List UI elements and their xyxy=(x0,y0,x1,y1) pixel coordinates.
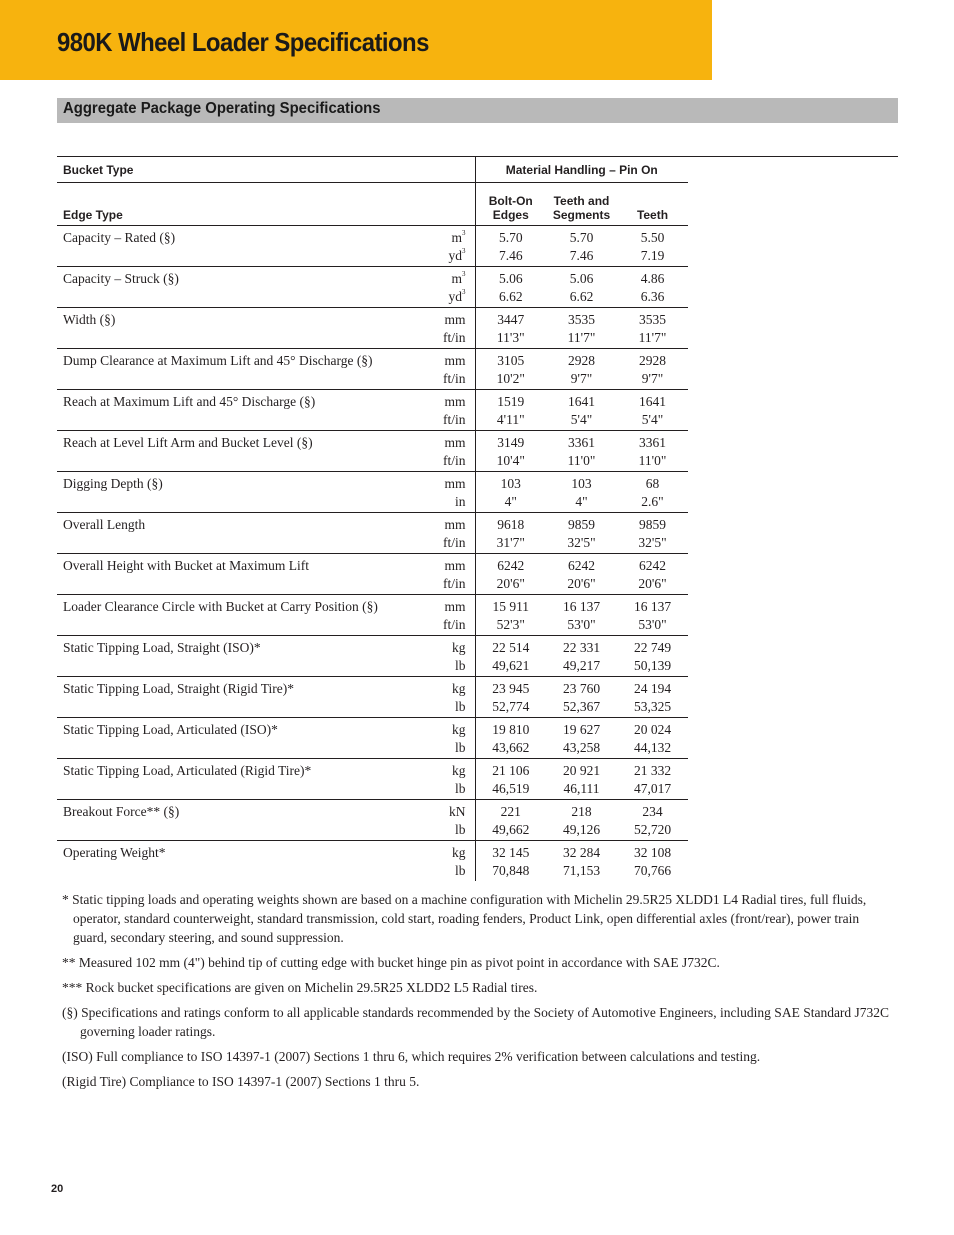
spec-name: Capacity – Struck (§) xyxy=(63,271,179,286)
spec-name: Capacity – Rated (§) xyxy=(63,230,176,245)
spec-unit xyxy=(419,328,475,349)
spec-table xyxy=(57,157,688,881)
spec-name-spacer xyxy=(57,697,419,718)
spec-value: 3535 xyxy=(639,312,666,327)
spec-value: 19 627 xyxy=(562,722,601,737)
spec-unit-text: lb xyxy=(454,658,466,673)
spec-value: 3535 xyxy=(568,312,595,327)
spec-value: 68 xyxy=(645,476,660,491)
spec-unit-text: mm xyxy=(444,394,466,409)
table-row xyxy=(57,615,688,636)
spec-value: 11'7" xyxy=(546,328,617,349)
spec-value: 4" xyxy=(546,492,617,513)
spec-unit xyxy=(419,820,475,841)
spec-value: 6242 xyxy=(497,558,525,573)
page-number: 20 xyxy=(51,1183,64,1195)
section-header xyxy=(57,98,898,123)
unit-superscript: 3 xyxy=(462,288,466,296)
spec-value: 46,111 xyxy=(546,779,617,800)
spec-value: 9618 xyxy=(497,517,525,532)
column-header-text: Teeth and Segments xyxy=(552,194,611,222)
spec-value: 22 331 xyxy=(562,640,601,655)
table-row xyxy=(57,410,688,431)
spec-unit xyxy=(419,533,475,554)
spec-unit-text: kg xyxy=(452,722,466,737)
spec-unit xyxy=(419,349,475,370)
spec-value: 1641 xyxy=(639,394,666,409)
unit-superscript: 3 xyxy=(462,270,466,278)
spec-value: 7.19 xyxy=(617,246,688,267)
column-header xyxy=(617,183,688,226)
spec-value: 9859 xyxy=(639,517,666,532)
spec-name-spacer xyxy=(57,246,419,267)
header-spacer xyxy=(419,157,475,183)
spec-name-spacer xyxy=(57,369,419,390)
spec-name-spacer xyxy=(57,451,419,472)
edge-type-label: Edge Type xyxy=(57,183,419,226)
table-row xyxy=(57,308,688,329)
table-row xyxy=(57,820,688,841)
spec-unit-text: kN xyxy=(449,804,466,819)
spec-unit-text: mm xyxy=(444,312,466,327)
spec-name: Overall Length xyxy=(63,517,146,532)
spec-value: 52'3" xyxy=(475,615,546,636)
spec-unit xyxy=(419,431,475,452)
table-row xyxy=(57,513,688,534)
column-header xyxy=(546,183,617,226)
spec-name-spacer xyxy=(57,492,419,513)
spec-unit xyxy=(419,656,475,677)
spec-value: 10'4" xyxy=(475,451,546,472)
table-row xyxy=(57,759,688,780)
spec-value: 11'0" xyxy=(546,451,617,472)
spec-value: 1641 xyxy=(568,394,595,409)
spec-value: 22 514 xyxy=(492,640,530,655)
spec-value: 47,017 xyxy=(617,779,688,800)
spec-name: Reach at Level Lift Arm and Bucket Level (§) xyxy=(63,435,313,450)
table-row xyxy=(57,533,688,554)
spec-value: 16 137 xyxy=(633,599,672,614)
table-row xyxy=(57,226,688,247)
table-row xyxy=(57,697,688,718)
spec-value: 20 921 xyxy=(562,763,601,778)
footnote: *** Rock bucket specifications are given on Michelin 29.5R25 XLDD2 L5 Radial tires. xyxy=(62,980,538,995)
spec-value: 7.46 xyxy=(546,246,617,267)
spec-value: 103 xyxy=(571,476,592,491)
spec-name-spacer xyxy=(57,656,419,677)
spec-value: 9'7" xyxy=(617,369,688,390)
spec-unit xyxy=(419,759,475,780)
spec-unit xyxy=(419,779,475,800)
spec-name: Static Tipping Load, Straight (Rigid Tire)* xyxy=(63,681,295,696)
spec-unit-text: in xyxy=(454,494,466,509)
spec-unit-text: m xyxy=(451,271,462,286)
spec-unit xyxy=(419,410,475,431)
spec-name-spacer xyxy=(57,779,419,800)
spec-name: Breakout Force** (§) xyxy=(63,804,180,819)
spec-value: 103 xyxy=(500,476,521,491)
spec-value: 31'7" xyxy=(475,533,546,554)
page-title: 980K Wheel Loader Specifications xyxy=(57,27,429,57)
spec-unit-text: lb xyxy=(454,863,466,878)
spec-unit-text: mm xyxy=(444,517,466,532)
spec-value: 5'4" xyxy=(546,410,617,431)
spec-value: 32 145 xyxy=(492,845,530,860)
table-row xyxy=(57,779,688,800)
spec-unit xyxy=(419,390,475,411)
spec-value: 20'6" xyxy=(475,574,546,595)
spec-table-body xyxy=(57,226,688,882)
spec-unit-text: ft/in xyxy=(443,412,466,427)
spec-value: 6.62 xyxy=(475,287,546,308)
spec-value: 221 xyxy=(500,804,521,819)
footnote: * Static tipping loads and operating weights shown are based on a machine configuration with Michelin 29.5R25 XLDD1 L4 Radial tires, full fluids, operator, standard counterweight, standard transmission, cold start, roading fenders, Product Link, open differential axles (front/rear), power train guard, secondary steering, and sound suppression. xyxy=(62,892,867,945)
table-row xyxy=(57,718,688,739)
spec-value: 3361 xyxy=(568,435,595,450)
spec-unit xyxy=(419,226,475,247)
spec-value: 20'6" xyxy=(617,574,688,595)
spec-value: 23 760 xyxy=(562,681,601,696)
spec-unit-text: kg xyxy=(452,845,466,860)
spec-unit xyxy=(419,800,475,821)
unit-superscript: 3 xyxy=(462,247,466,255)
edge-type-row xyxy=(57,183,688,226)
spec-unit-text: yd xyxy=(448,289,462,304)
spec-name: Digging Depth (§) xyxy=(63,476,163,491)
spec-value: 21 106 xyxy=(492,763,530,778)
spec-unit-text: kg xyxy=(452,640,466,655)
section-title: Aggregate Package Operating Specifications xyxy=(63,100,381,117)
spec-value: 23 945 xyxy=(492,681,530,696)
spec-unit-text: mm xyxy=(444,558,466,573)
spec-value: 20'6" xyxy=(546,574,617,595)
spec-value: 3447 xyxy=(497,312,525,327)
spec-value: 50,139 xyxy=(617,656,688,677)
spec-name: Operating Weight* xyxy=(63,845,166,860)
table-row xyxy=(57,677,688,698)
spec-value: 2928 xyxy=(639,353,666,368)
spec-name: Width (§) xyxy=(63,312,116,327)
spec-unit-text: m xyxy=(451,230,462,245)
spec-unit-text: ft/in xyxy=(443,330,466,345)
table-row xyxy=(57,636,688,657)
spec-value: 6.36 xyxy=(617,287,688,308)
spec-name: Loader Clearance Circle with Bucket at Carry Position (§) xyxy=(63,599,378,614)
spec-value: 4" xyxy=(475,492,546,513)
spec-unit xyxy=(419,841,475,862)
spec-unit xyxy=(419,861,475,881)
spec-value: 22 749 xyxy=(633,640,672,655)
table-row xyxy=(57,800,688,821)
spec-value: 2928 xyxy=(568,353,595,368)
spec-value: 234 xyxy=(642,804,663,819)
spec-unit-text: yd xyxy=(448,248,462,263)
spec-unit xyxy=(419,574,475,595)
bucket-type-label: Bucket Type xyxy=(57,157,419,183)
table-row xyxy=(57,738,688,759)
spec-value: 5.06 xyxy=(498,271,523,286)
spec-unit xyxy=(419,472,475,493)
spec-value: 9859 xyxy=(568,517,595,532)
spec-unit-text: ft/in xyxy=(443,576,466,591)
spec-unit xyxy=(419,677,475,698)
spec-value: 4'11" xyxy=(475,410,546,431)
spec-value: 7.46 xyxy=(475,246,546,267)
table-row xyxy=(57,451,688,472)
column-header-text: Bolt-On Edges xyxy=(488,194,533,222)
spec-value: 19 810 xyxy=(492,722,530,737)
spec-value: 10'2" xyxy=(475,369,546,390)
spec-unit-text: lb xyxy=(454,781,466,796)
table-row xyxy=(57,492,688,513)
spec-value: 11'0" xyxy=(617,451,688,472)
spec-value: 53'0" xyxy=(617,615,688,636)
spec-value: 4.86 xyxy=(640,271,665,286)
spec-value: 5.50 xyxy=(640,230,665,245)
spec-value: 16 137 xyxy=(562,599,601,614)
spec-unit xyxy=(419,246,475,267)
spec-value: 52,367 xyxy=(546,697,617,718)
table-row xyxy=(57,287,688,308)
spec-unit xyxy=(419,697,475,718)
spec-unit-text: ft/in xyxy=(443,371,466,386)
spec-value: 2.6" xyxy=(617,492,688,513)
spec-unit xyxy=(419,615,475,636)
spec-value: 5'4" xyxy=(617,410,688,431)
table-row xyxy=(57,472,688,493)
spec-unit-text: ft/in xyxy=(443,453,466,468)
spec-name: Reach at Maximum Lift and 45° Discharge (§) xyxy=(63,394,316,409)
spec-value: 44,132 xyxy=(617,738,688,759)
table-row xyxy=(57,841,688,862)
spec-value: 52,720 xyxy=(617,820,688,841)
spec-unit xyxy=(419,636,475,657)
footnote: ** Measured 102 mm (4") behind tip of cutting edge with bucket hinge pin as pivot point in accordance with SAE J732C. xyxy=(62,955,720,970)
spec-unit-text: ft/in xyxy=(443,617,466,632)
spec-name-spacer xyxy=(57,615,419,636)
spec-unit xyxy=(419,267,475,288)
spec-value: 32 284 xyxy=(562,845,601,860)
column-header-text: Teeth xyxy=(636,208,669,222)
footnote: (ISO) Full compliance to ISO 14397-1 (2007) Sections 1 thru 6, which requires 2% verification between calculations and testing. xyxy=(62,1049,761,1064)
spec-value: 32 108 xyxy=(633,845,672,860)
table-row xyxy=(57,595,688,616)
header-spacer xyxy=(419,183,475,226)
spec-value: 6.62 xyxy=(546,287,617,308)
page-header xyxy=(0,0,712,80)
spec-unit-text: mm xyxy=(444,599,466,614)
footnotes xyxy=(62,890,892,1097)
spec-value: 53,325 xyxy=(617,697,688,718)
spec-value: 24 194 xyxy=(633,681,672,696)
table-row xyxy=(57,554,688,575)
footnote: (§) Specifications and ratings conform to all applicable standards recommended by the Society of Automotive Engineers, including SAE Standard J732C governing loader ratings. xyxy=(62,1005,890,1039)
spec-value: 1519 xyxy=(497,394,525,409)
table-row xyxy=(57,390,688,411)
spec-unit xyxy=(419,738,475,759)
spec-name-spacer xyxy=(57,410,419,431)
spec-value: 21 332 xyxy=(633,763,672,778)
table-row xyxy=(57,431,688,452)
spec-value: 3149 xyxy=(497,435,525,450)
spec-unit xyxy=(419,554,475,575)
spec-value: 43,258 xyxy=(546,738,617,759)
spec-value: 49,621 xyxy=(475,656,546,677)
table-row xyxy=(57,246,688,267)
spec-value: 43,662 xyxy=(475,738,546,759)
bucket-type-row xyxy=(57,157,688,183)
spec-unit xyxy=(419,595,475,616)
spec-unit xyxy=(419,287,475,308)
spec-name: Static Tipping Load, Straight (ISO)* xyxy=(63,640,261,655)
spec-value: 32'5" xyxy=(546,533,617,554)
spec-value: 49,217 xyxy=(546,656,617,677)
spec-unit-text: kg xyxy=(452,681,466,696)
spec-value: 6242 xyxy=(568,558,595,573)
spec-unit xyxy=(419,513,475,534)
spec-name: Overall Height with Bucket at Maximum Lift xyxy=(63,558,309,573)
footnote: (Rigid Tire) Compliance to ISO 14397-1 (2007) Sections 1 thru 5. xyxy=(62,1074,420,1089)
spec-name-spacer xyxy=(57,574,419,595)
spec-value: 9'7" xyxy=(546,369,617,390)
spec-unit-text: mm xyxy=(444,353,466,368)
spec-unit xyxy=(419,492,475,513)
spec-value: 5.70 xyxy=(498,230,523,245)
spec-value: 5.06 xyxy=(569,271,594,286)
spec-value: 53'0" xyxy=(546,615,617,636)
spec-value: 11'3" xyxy=(475,328,546,349)
table-row xyxy=(57,328,688,349)
spec-name-spacer xyxy=(57,328,419,349)
spec-name: Static Tipping Load, Articulated (ISO)* xyxy=(63,722,278,737)
spec-unit xyxy=(419,308,475,329)
table-row xyxy=(57,267,688,288)
column-header xyxy=(475,183,546,226)
spec-value: 52,774 xyxy=(475,697,546,718)
spec-value: 3105 xyxy=(497,353,525,368)
spec-value: 20 024 xyxy=(633,722,672,737)
spec-name-spacer xyxy=(57,820,419,841)
table-row xyxy=(57,861,688,881)
spec-unit xyxy=(419,718,475,739)
spec-name-spacer xyxy=(57,287,419,308)
spec-value: 70,766 xyxy=(633,863,672,878)
spec-unit xyxy=(419,369,475,390)
spec-unit-text: lb xyxy=(454,740,466,755)
spec-value: 49,126 xyxy=(546,820,617,841)
spec-unit-text: mm xyxy=(444,435,466,450)
spec-name-spacer xyxy=(57,533,419,554)
spec-unit-text: lb xyxy=(454,822,466,837)
spec-value: 3361 xyxy=(639,435,666,450)
spec-value: 32'5" xyxy=(617,533,688,554)
spec-name-spacer xyxy=(57,738,419,759)
table-row xyxy=(57,656,688,677)
unit-superscript: 3 xyxy=(462,229,466,237)
spec-unit-text: mm xyxy=(444,476,466,491)
bucket-type-value: Material Handling – Pin On xyxy=(475,157,688,183)
spec-name-spacer xyxy=(57,861,419,881)
spec-unit-text: ft/in xyxy=(443,535,466,550)
spec-name: Dump Clearance at Maximum Lift and 45° Discharge (§) xyxy=(63,353,373,368)
spec-value: 5.70 xyxy=(569,230,594,245)
table-row xyxy=(57,349,688,370)
spec-value: 70,848 xyxy=(492,863,530,878)
spec-unit-text: lb xyxy=(454,699,466,714)
spec-value: 218 xyxy=(571,804,592,819)
spec-name: Static Tipping Load, Articulated (Rigid Tire)* xyxy=(63,763,312,778)
spec-unit xyxy=(419,451,475,472)
spec-value: 71,153 xyxy=(562,863,601,878)
spec-value: 15 911 xyxy=(492,599,530,614)
spec-value: 6242 xyxy=(639,558,666,573)
spec-value: 49,662 xyxy=(475,820,546,841)
spec-unit-text: kg xyxy=(452,763,466,778)
table-row xyxy=(57,369,688,390)
spec-value: 46,519 xyxy=(475,779,546,800)
spec-value: 11'7" xyxy=(617,328,688,349)
table-row xyxy=(57,574,688,595)
